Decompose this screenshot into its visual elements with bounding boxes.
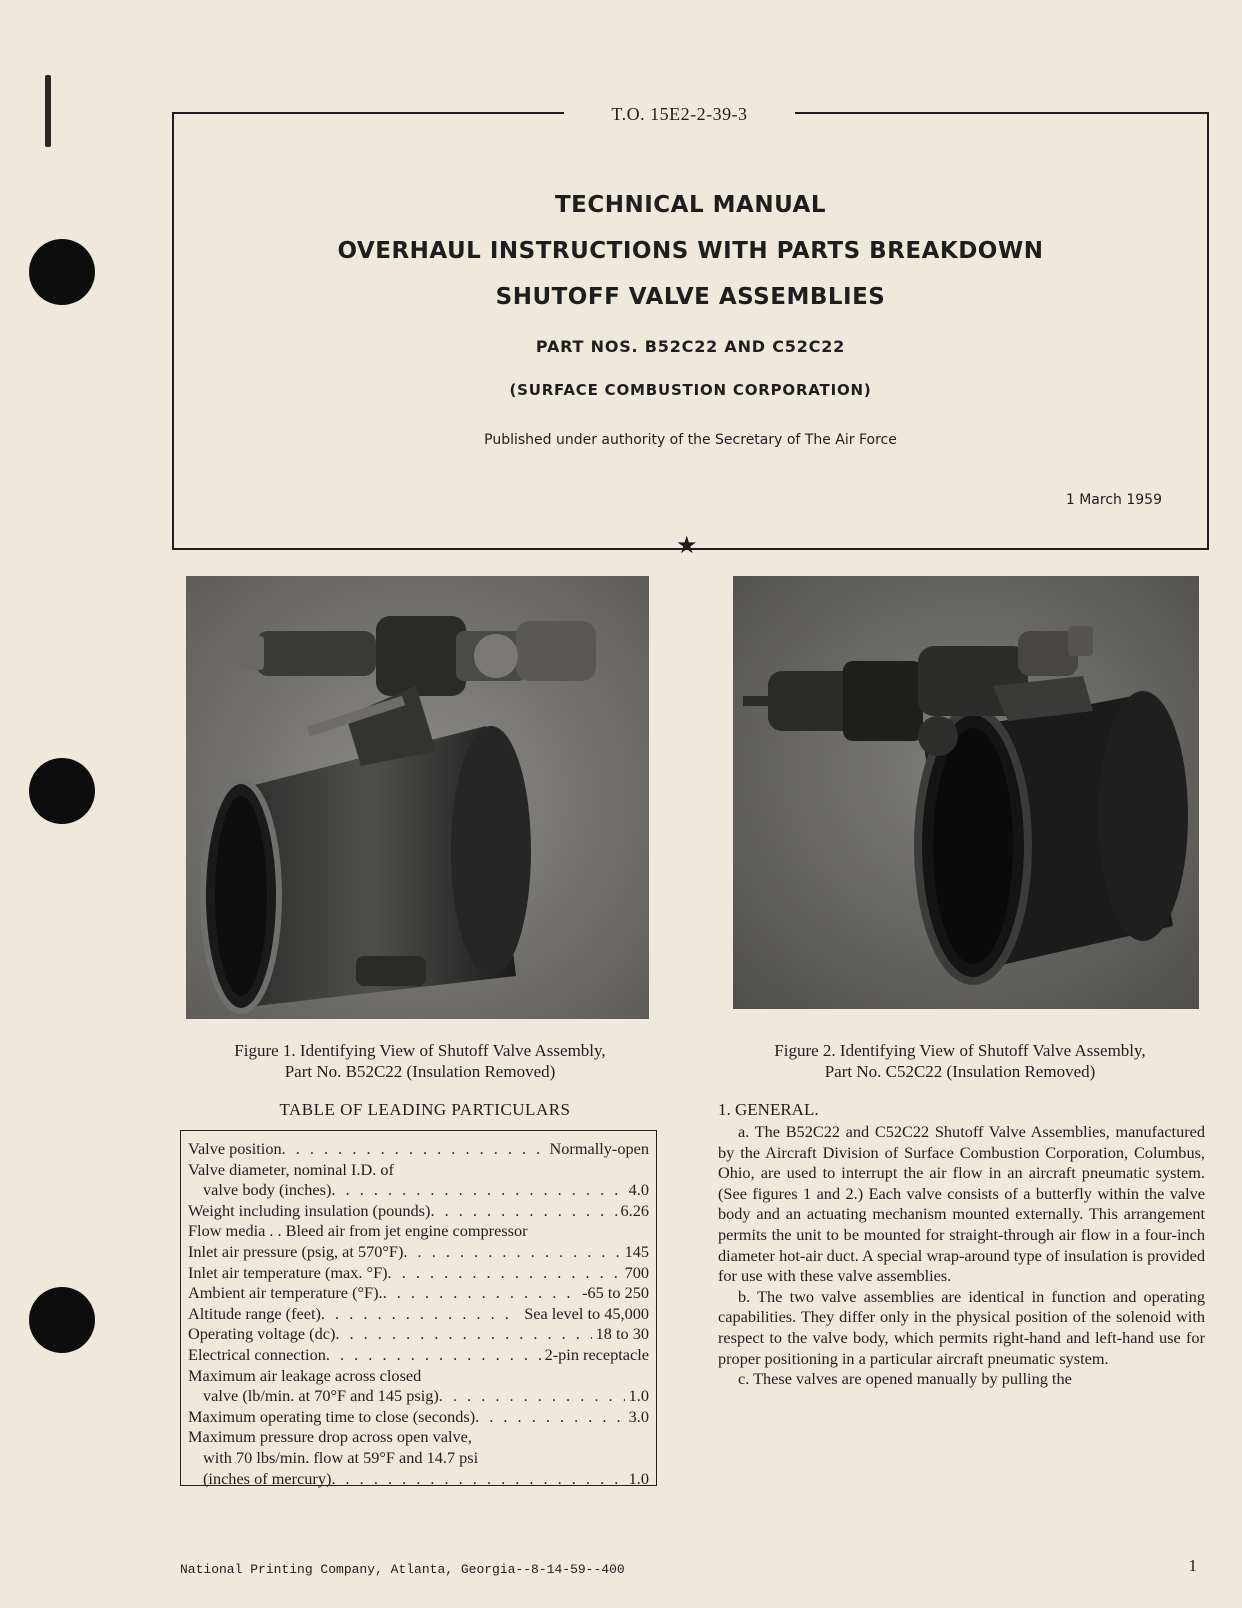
row-value: 2-pin receptacle bbox=[544, 1344, 649, 1364]
company-name: (SURFACE COMBUSTION CORPORATION) bbox=[509, 381, 872, 399]
row-label: valve (lb/min. at 70°F and 145 psig) bbox=[203, 1386, 439, 1406]
manual-title: TECHNICAL MANUAL bbox=[554, 192, 827, 218]
frame-top-left bbox=[172, 112, 564, 114]
figure-1-caption bbox=[160, 1040, 680, 1082]
row-label: valve body (inches) bbox=[203, 1180, 332, 1200]
row-value: Normally-open bbox=[549, 1139, 649, 1158]
table-row bbox=[188, 1469, 649, 1490]
star-icon: ★ bbox=[676, 533, 698, 559]
page-number: 1 bbox=[1188, 1556, 1197, 1575]
leading-particulars-table bbox=[180, 1130, 657, 1486]
row-value: 4.0 bbox=[628, 1180, 649, 1200]
table-row bbox=[188, 1180, 649, 1201]
row-label: Weight including insulation (pounds) bbox=[188, 1200, 431, 1220]
general-section-body bbox=[718, 1122, 1205, 1390]
row-value: -65 to 250 bbox=[582, 1283, 649, 1303]
row-label: Maximum pressure drop across open valve, bbox=[188, 1427, 472, 1447]
row-label: with 70 lbs/min. flow at 59°F and 14.7 psi bbox=[203, 1447, 479, 1467]
paragraph-a: a. The B52C22 and C52C22 Shutoff Valve Assemblies, manufactured by the Aircraft Division of Surface Combustion Corporation, Columbus, Ohio, are used to interrupt the air flow in an aircraft pneumatic system. (See figures 1 and 2.) Each valve consists of a butterfly within the valve body and an actuating mechanism mounted externally. This arrangement permits the unit to be mounted for straight-through air flow in a four-inch diameter hot-air duct. A special wrap-around type of insulation is provided for use with these valve assemblies. bbox=[718, 1122, 1205, 1286]
row-label: Maximum operating time to close (seconds) bbox=[188, 1406, 476, 1426]
table-row bbox=[188, 1283, 649, 1304]
punch-hole bbox=[29, 1287, 95, 1353]
row-label: Flow media . . Bleed air from jet engine compressor bbox=[188, 1221, 528, 1241]
table-row bbox=[188, 1263, 649, 1284]
row-label: Operating voltage (dc) bbox=[188, 1324, 336, 1344]
printer-imprint: National Printing Company, Atlanta, Georgia--8-14-59--400 bbox=[180, 1562, 625, 1577]
row-label: Inlet air pressure (psig, at 570°F) bbox=[188, 1241, 404, 1261]
row-value: 18 to 30 bbox=[595, 1324, 649, 1344]
table-row bbox=[188, 1160, 649, 1181]
row-label: Electrical connection bbox=[188, 1344, 326, 1364]
punch-hole bbox=[29, 758, 95, 824]
row-value: 1.0 bbox=[628, 1468, 649, 1488]
equipment-title: SHUTOFF VALVE ASSEMBLIES bbox=[495, 284, 886, 310]
table-row bbox=[188, 1407, 649, 1428]
row-value: 6.26 bbox=[620, 1200, 649, 1220]
figure-2-caption-line1: Figure 2. Identifying View of Shutoff Valve Assembly, bbox=[774, 1041, 1146, 1060]
table-row bbox=[188, 1386, 649, 1407]
to-number: T.O. 15E2-2-39-3 bbox=[611, 104, 748, 124]
valve-photo-b52c22 bbox=[186, 576, 649, 1019]
title-frame bbox=[172, 112, 1209, 550]
table-row bbox=[188, 1242, 649, 1263]
figure-2-caption bbox=[700, 1040, 1220, 1082]
row-label: (inches of mercury) bbox=[203, 1468, 332, 1488]
paragraph-b: b. The two valve assemblies are identical in function and operating capabilities. They differ only in the physical position of the solenoid with respect to the valve body, which permits right-hand and left-hand use for proper positioning in a particular aircraft pneumatic system. bbox=[718, 1286, 1205, 1368]
table-row bbox=[188, 1345, 649, 1366]
authority-line: Published under authority of the Secretary of The Air Force bbox=[484, 432, 897, 448]
table-row bbox=[188, 1221, 649, 1242]
figure-2-caption-line2: Part No. C52C22 (Insulation Removed) bbox=[824, 1062, 1096, 1081]
row-value: 1.0 bbox=[628, 1386, 649, 1406]
row-label: Ambient air temperature (°F). bbox=[188, 1283, 383, 1303]
manual-subtitle: OVERHAUL INSTRUCTIONS WITH PARTS BREAKDOWN bbox=[337, 238, 1044, 264]
table-row bbox=[188, 1304, 649, 1325]
frame-top-right bbox=[795, 112, 1207, 114]
figure-1-caption-line2: Part No. B52C22 (Insulation Removed) bbox=[284, 1062, 556, 1081]
punch-hole bbox=[29, 239, 95, 305]
row-label: Inlet air temperature (max. °F) bbox=[188, 1262, 388, 1282]
section-heading: 1. GENERAL. bbox=[718, 1100, 819, 1119]
table-row bbox=[188, 1139, 649, 1160]
publication-date: 1 March 1959 bbox=[1065, 492, 1162, 508]
table-row bbox=[188, 1448, 649, 1469]
row-value: 700 bbox=[624, 1262, 649, 1282]
part-numbers: PART NOS. B52C22 AND C52C22 bbox=[535, 337, 846, 356]
table-row bbox=[188, 1201, 649, 1222]
row-label: Valve position bbox=[188, 1139, 282, 1158]
figure-1-caption-line1: Figure 1. Identifying View of Shutoff Valve Assembly, bbox=[234, 1041, 606, 1060]
table-row bbox=[188, 1427, 649, 1448]
valve-photo-c52c22 bbox=[733, 576, 1199, 1009]
binding-mark bbox=[45, 75, 51, 147]
row-value: Sea level to 45,000 bbox=[524, 1303, 649, 1323]
paragraph-c: c. These valves are opened manually by pulling the bbox=[738, 1369, 1072, 1389]
table-row bbox=[188, 1366, 649, 1387]
row-label: Altitude range (feet) bbox=[188, 1303, 321, 1323]
table-row bbox=[188, 1324, 649, 1345]
row-label: Maximum air leakage across closed bbox=[188, 1365, 422, 1385]
row-label: Valve diameter, nominal I.D. of bbox=[188, 1159, 394, 1179]
table-title: TABLE OF LEADING PARTICULARS bbox=[279, 1100, 571, 1119]
row-value: 145 bbox=[624, 1241, 649, 1261]
row-value: 3.0 bbox=[628, 1406, 649, 1426]
